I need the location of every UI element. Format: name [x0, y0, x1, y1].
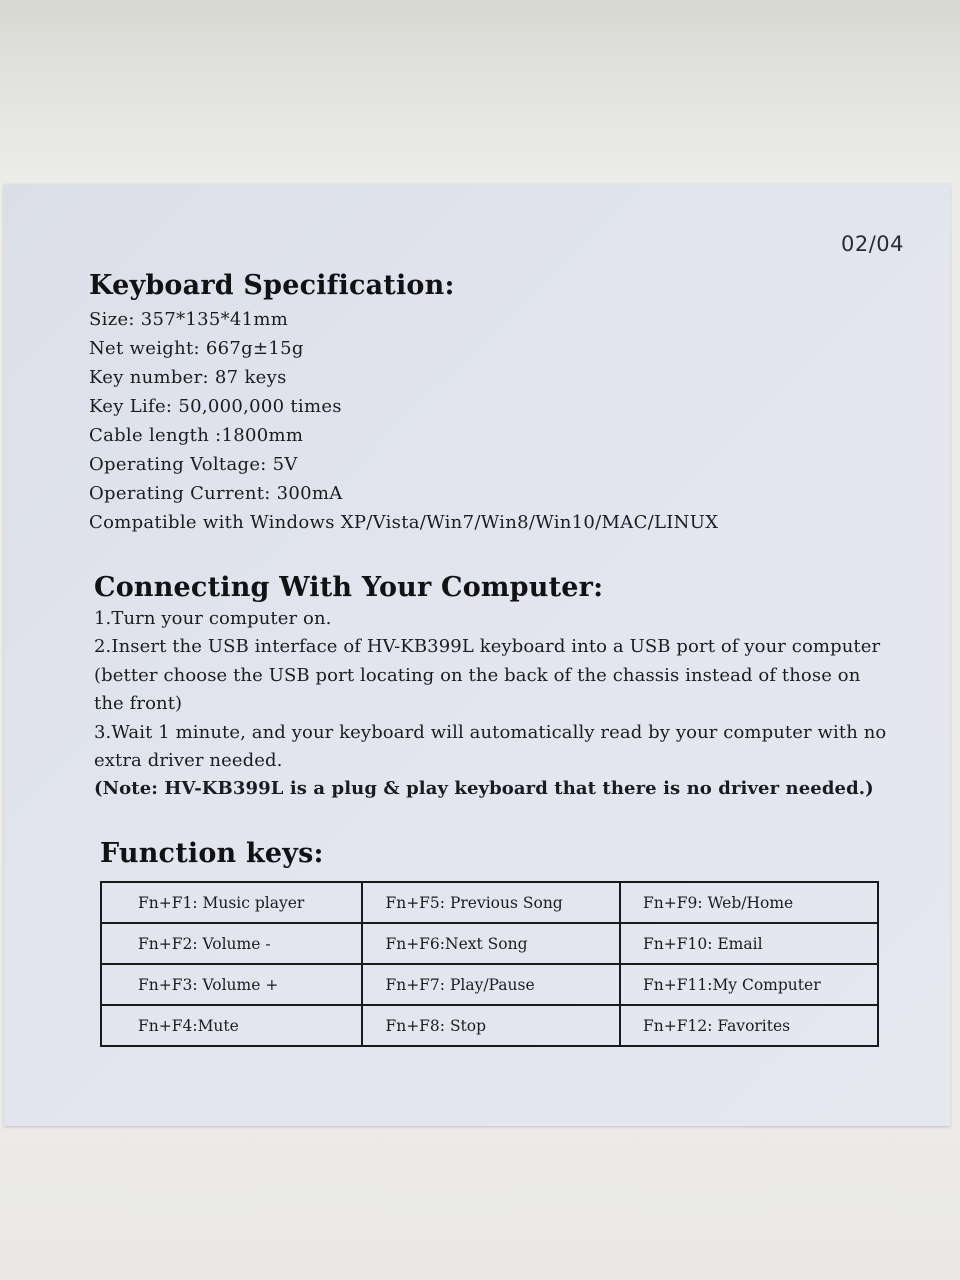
function-keys-heading: Function keys:	[100, 838, 324, 869]
table-row	[101, 964, 878, 1005]
table-cell: Fn+F11:My Computer	[620, 964, 878, 1005]
table-cell: Fn+F2: Volume -	[101, 923, 362, 964]
table-cell: Fn+F1: Music player	[101, 882, 362, 923]
table-row	[101, 923, 878, 964]
connect-step-3: 3.Wait 1 minute, and your keyboard will automatically read by your computer with no extra driver needed.	[94, 721, 887, 772]
instruction-sheet	[4, 184, 950, 1126]
table-cell: Fn+F4:Mute	[101, 1005, 362, 1046]
table-cell: Fn+F6:Next Song	[362, 923, 620, 964]
spec-weight: Net weight: 667g±15g	[89, 338, 304, 359]
spec-current: Operating Current: 300mA	[89, 483, 343, 504]
spec-section	[89, 270, 718, 537]
table-cell: Fn+F12: Favorites	[620, 1005, 878, 1046]
connect-note: (Note: HV-KB399L is a plug & play keyboard that there is no driver needed.)	[94, 778, 874, 800]
table-cell: Fn+F9: Web/Home	[620, 882, 878, 923]
table-cell: Fn+F10: Email	[620, 923, 878, 964]
spec-voltage: Operating Voltage: 5V	[89, 454, 298, 475]
table-row	[101, 1005, 878, 1046]
page-number: 02/04	[840, 232, 904, 256]
spec-key-life: Key Life: 50,000,000 times	[89, 396, 342, 417]
spec-key-number: Key number: 87 keys	[89, 367, 287, 388]
function-keys-table	[100, 881, 879, 1047]
connect-heading: Connecting With Your Computer:	[94, 572, 604, 603]
spec-cable-length: Cable length :1800mm	[89, 425, 304, 446]
spec-heading: Keyboard Specification:	[89, 270, 455, 301]
table-cell: Fn+F7: Play/Pause	[362, 964, 620, 1005]
spec-compatibility: Compatible with Windows XP/Vista/Win7/Win8/Win10/MAC/LINUX	[89, 512, 719, 533]
table-cell: Fn+F3: Volume +	[101, 964, 362, 1005]
function-keys-section	[100, 838, 879, 1047]
spec-list	[89, 305, 718, 537]
connect-section	[94, 572, 894, 804]
connect-steps	[94, 605, 894, 804]
table-row	[101, 882, 878, 923]
spec-size: Size: 357*135*41mm	[89, 309, 289, 330]
table-cell: Fn+F8: Stop	[362, 1005, 620, 1046]
table-cell: Fn+F5: Previous Song	[362, 882, 620, 923]
connect-step-1: 1.Turn your computer on.	[94, 608, 332, 629]
connect-step-2: 2.Insert the USB interface of HV-KB399L keyboard into a USB port of your computer (better choose the USB port locating on the back of the chassis instead of those on the front)	[94, 636, 881, 715]
